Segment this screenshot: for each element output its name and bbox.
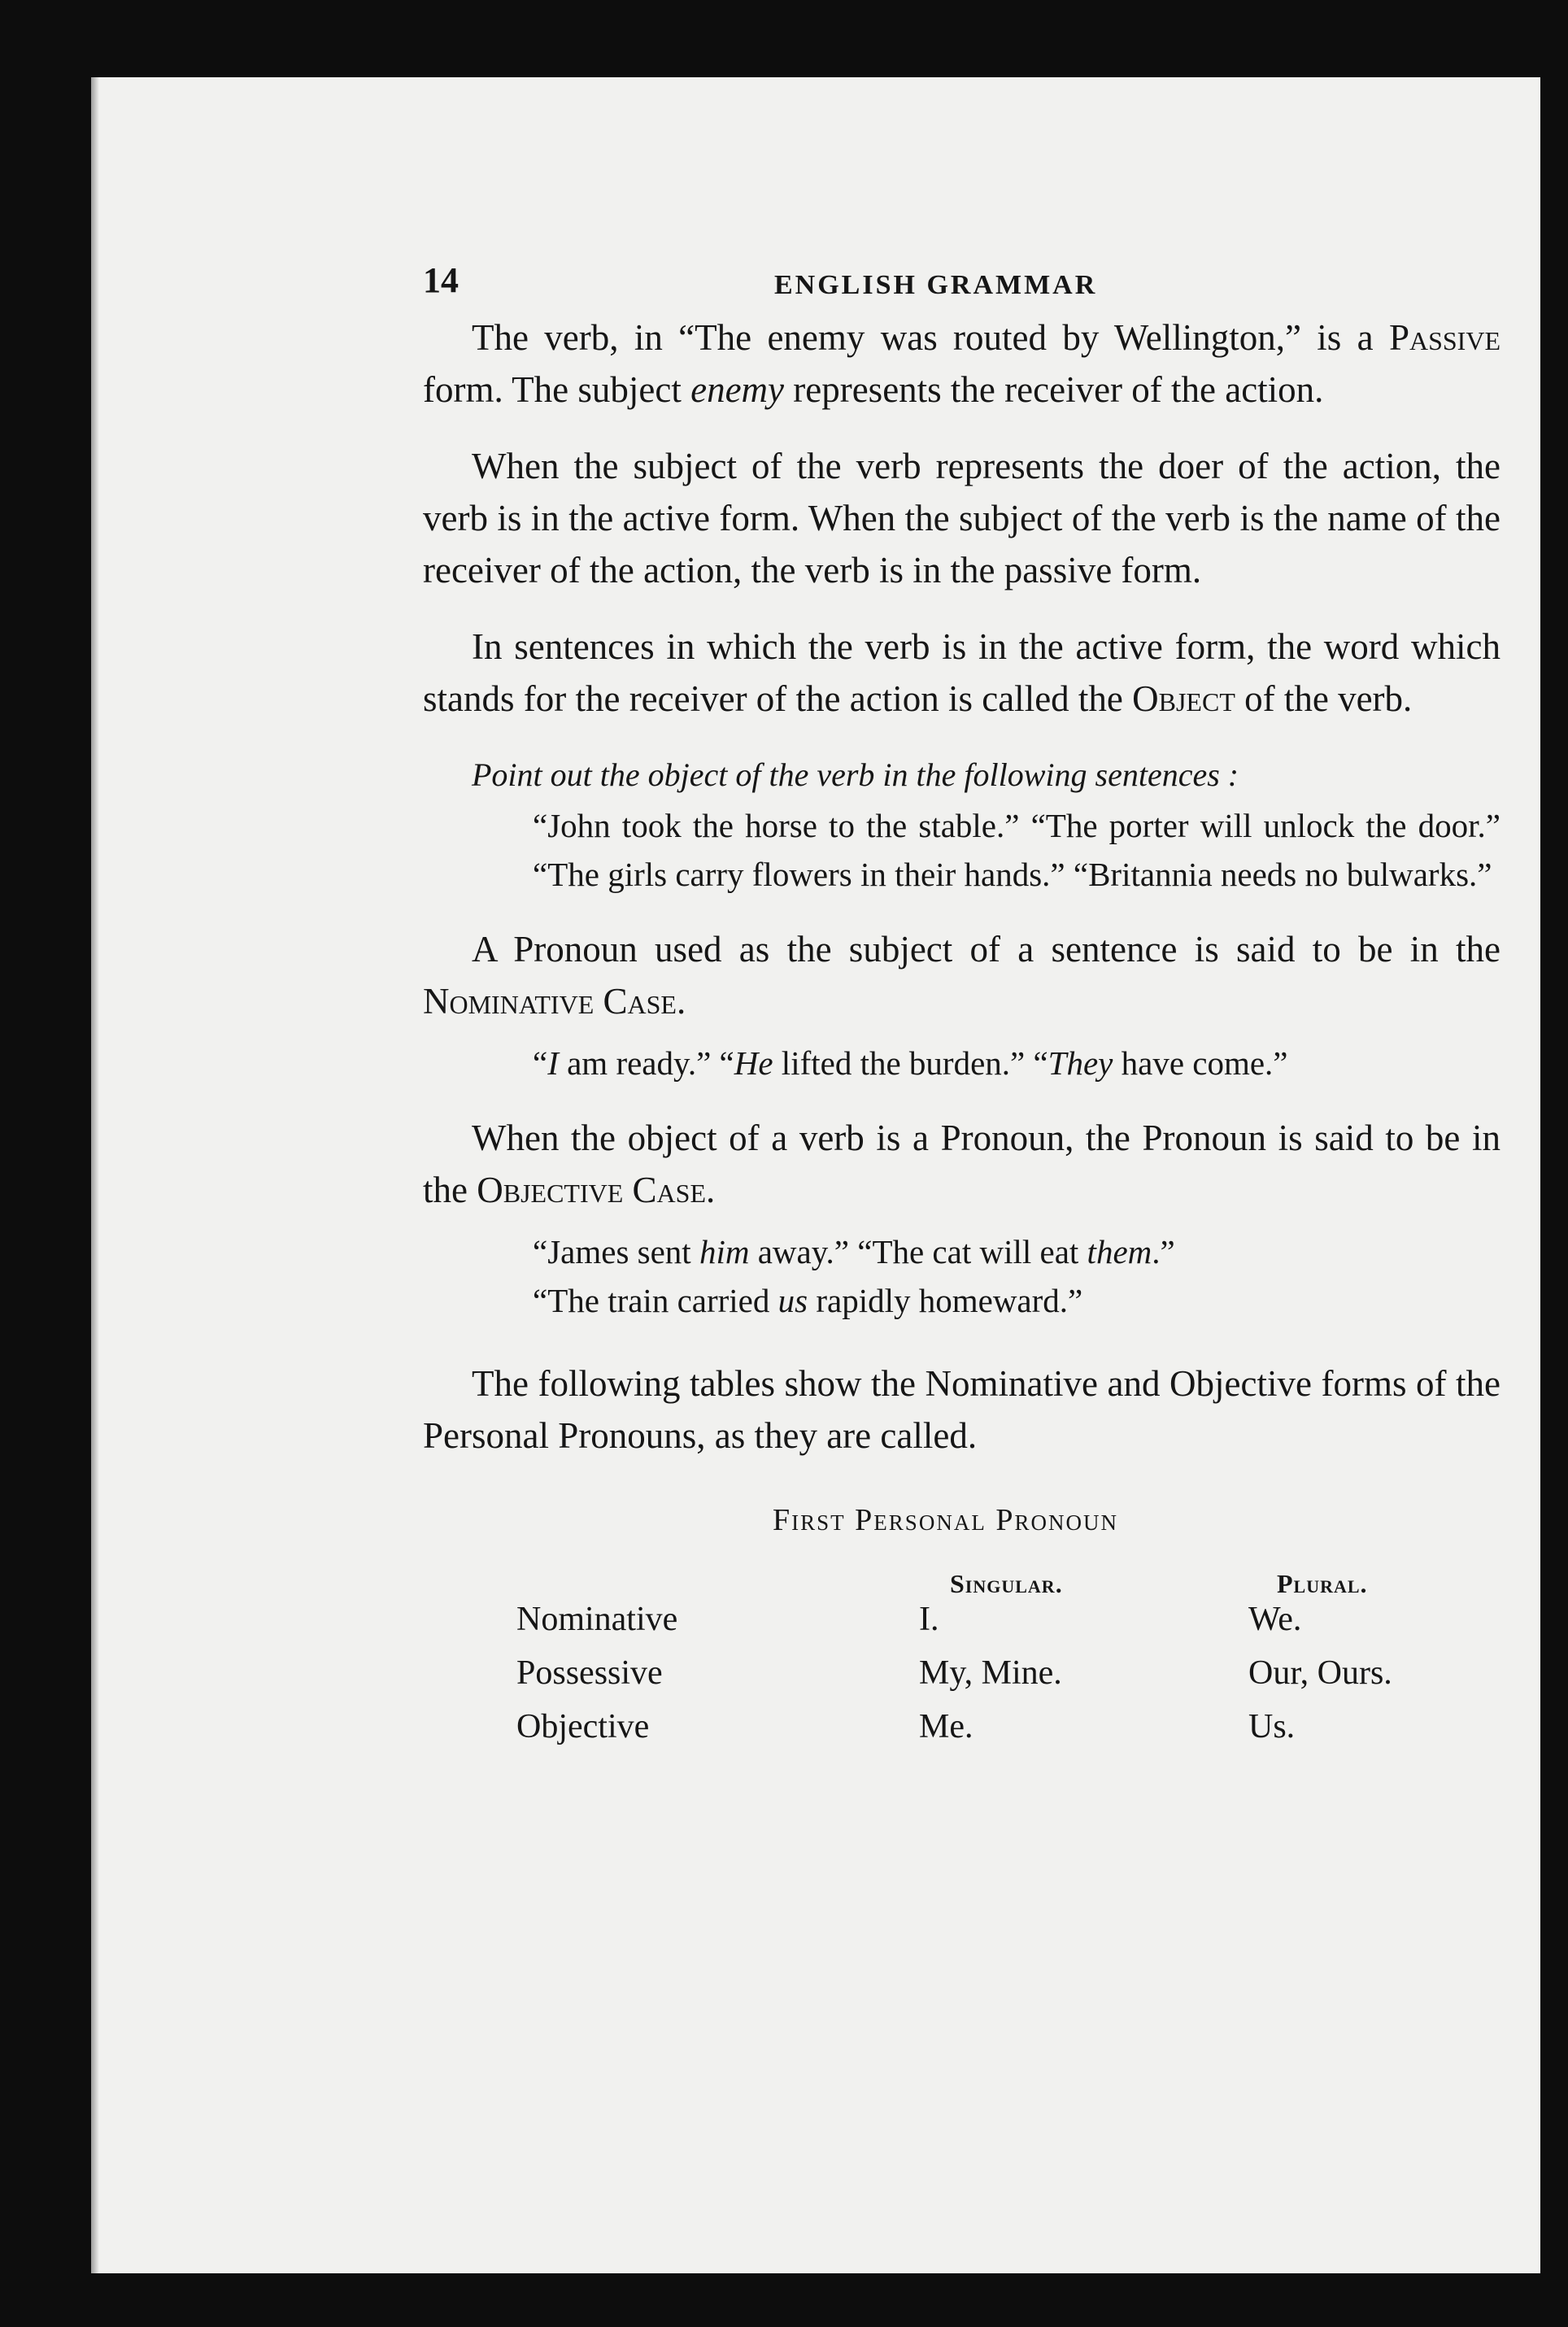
running-header bbox=[423, 255, 1500, 312]
row-plural: Our, Ours. bbox=[1248, 1654, 1392, 1692]
row-case-label: Objective bbox=[516, 1708, 650, 1745]
paragraph-nominative: A Pronoun used as the subject of a sentence is said to be in the Nominative Case. bbox=[423, 929, 1500, 1022]
paragraph-tables-intro: The following tables show the Nominative and Objective forms of the Personal Pronouns, as they are called. bbox=[423, 1363, 1500, 1456]
paragraph-passive: The verb, in “The enemy was routed by Wellington,” is a Passive form. The subject enemy represents the receiver of the action. bbox=[423, 317, 1500, 410]
row-singular: My, Mine. bbox=[919, 1654, 1062, 1692]
row-plural: We. bbox=[1248, 1601, 1302, 1638]
table-heading: First Personal Pronoun bbox=[773, 1503, 1118, 1537]
row-singular: Me. bbox=[919, 1708, 973, 1745]
paragraph-active-passive: When the subject of the verb represents the doer of the action, the verb is in the active form. When the subject of the verb is the name of the receiver of the action, the verb is in the passive form. bbox=[423, 446, 1500, 590]
page-content bbox=[423, 255, 1500, 1745]
row-singular: I. bbox=[919, 1601, 939, 1638]
column-header-singular: Singular. bbox=[950, 1569, 1063, 1598]
row-case-label: Nominative bbox=[516, 1601, 678, 1638]
paragraph-objective: When the object of a verb is a Pronoun, the Pronoun is said to be in the Objective Case. bbox=[423, 1118, 1500, 1210]
examples-objective-2: “The train carried us rapidly homeward.” bbox=[533, 1282, 1083, 1319]
column-header-plural: Plural. bbox=[1277, 1569, 1368, 1598]
row-plural: Us. bbox=[1248, 1708, 1296, 1745]
examples-objective-1: “James sent him away.” “The cat will eat them.” bbox=[533, 1233, 1175, 1270]
row-case-label: Possessive bbox=[516, 1654, 663, 1692]
page-edge-shadow bbox=[91, 77, 99, 2273]
book-page bbox=[91, 77, 1540, 2273]
examples-object: “John took the horse to the stable.” “The porter will unlock the door.” “The girls carry flowers in their hands.” “Britannia needs no bulwarks.” bbox=[533, 807, 1500, 893]
pronoun-table bbox=[423, 1558, 1500, 1745]
examples-nominative: “I am ready.” “He lifted the burden.” “They have come.” bbox=[533, 1044, 1288, 1082]
exercise-instruction: Point out the object of the verb in the following sentences : bbox=[472, 756, 1239, 793]
paragraph-object: In sentences in which the verb is in the active form, the word which stands for the receiver of the action is called the Object of the verb. bbox=[423, 626, 1500, 719]
page-number: 14 bbox=[423, 260, 459, 300]
running-title: ENGLISH GRAMMAR bbox=[774, 270, 1098, 300]
